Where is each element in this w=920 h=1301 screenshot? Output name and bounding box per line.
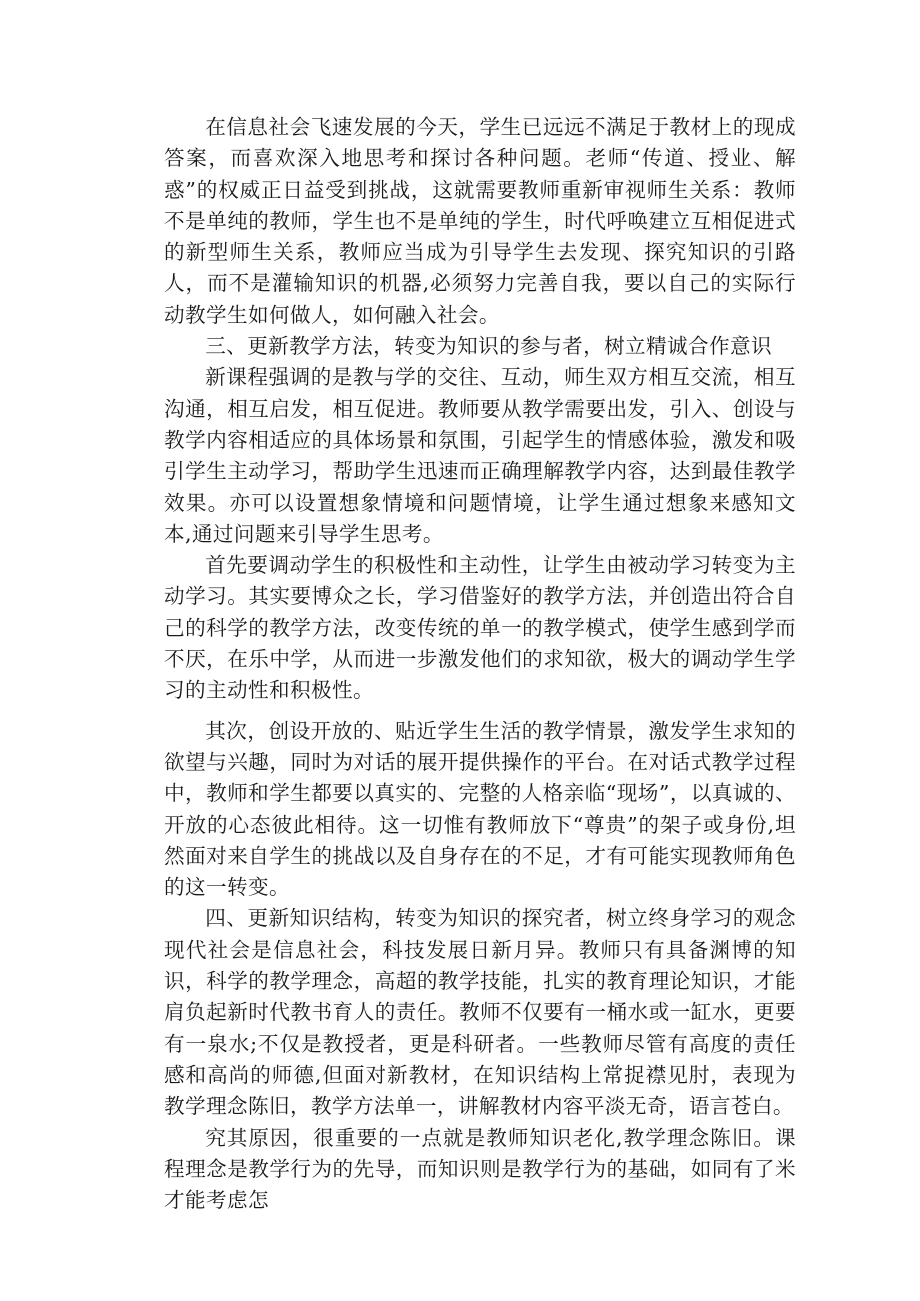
section-heading-3: 三、更新教学方法，转变为知识的参与者，树立精诚合作意识 <box>205 334 773 359</box>
paragraph-new-curriculum: 新课程强调的是教与学的交往、互动，师生双方相互交流，相互沟通，相互启发，相互促进。教师要从教学需要出发，引入、创设与教学内容相适应的具体场景和氛围，引起学生的情感体验，激发和吸引学生主动学习，帮助学生迅速而正确理解教学内容，达到最佳教学效果。亦可以设置想象情境和问题情境，让学生通过想象来感知文本,通过问题来引导学生思考。 <box>164 365 796 546</box>
paragraph-reason: 究其原因，很重要的一点就是教师知识老化,教学理念陈旧。课程理念是教学行为的先导，而知识则是教学行为的基础，如同有了米才能考虑怎 <box>164 1125 796 1213</box>
section-heading-4-and-paragraph: 四、更新知识结构，转变为知识的探究者，树立终身学习的观念现代社会是信息社会，科技发展日新月异。教师只有具备渊博的知识，科学的教学理念，高超的教学技能，扎实的教育理论知识，才能肩负起新时代教书育人的责任。教师不仅要有一桶水或一缸水，更要有一泉水;不仅是教授者，更是科研者。一些教师尽管有高度的责任感和高尚的师德,但面对新教材，在知识结构上常捉襟见肘，表现为教学理念陈旧，教学方法单一，讲解教材内容平淡无奇，语言苍白。 <box>164 906 796 1119</box>
paragraph-first-mobilize: 首先要调动学生的积极性和主动性，让学生由被动学习转变为主动学习。其实要博众之长，学习借鉴好的教学方法，并创造出符合自己的科学的教学方法，改变传统的单一的教学模式，使学生感到学而不厌，在乐中学，从而进一步激发他们的求知欲，极大的调动学生学习的主动性和积极性。 <box>164 553 796 703</box>
paragraph-second-open-scenes: 其次，创设开放的、贴近学生生活的教学情景，激发学生求知的欲望与兴趣，同时为对话的展开提供操作的平台。在对话式教学过程中，教师和学生都要以真实的、完整的人格亲临“现场”，以真诚的、开放的心态彼此相待。这一切惟有教师放下“尊贵”的架子或身份,坦然面对来自学生的挑战以及自身存在的不足，才有可能实现教师角色的这一转变。 <box>164 718 796 900</box>
document-body <box>164 112 796 1216</box>
paragraph-teacher-student-relationship: 在信息社会飞速发展的今天，学生已远远不满足于教材上的现成答案，而喜欢深入地思考和探讨各种问题。老师“传道、授业、解惑”的权威正日益受到挑战，这就需要教师重新审视师生关系：教师不是单纯的教师，学生也不是单纯的学生，时代呼唤建立互相促进式的新型师生关系，教师应当成为引导学生去发现、探究知识的引路人，而不是灌输知识的机器,必须努力完善自我，要以自己的实际行动教学生如何做人，如何融入社会。 <box>164 115 796 327</box>
